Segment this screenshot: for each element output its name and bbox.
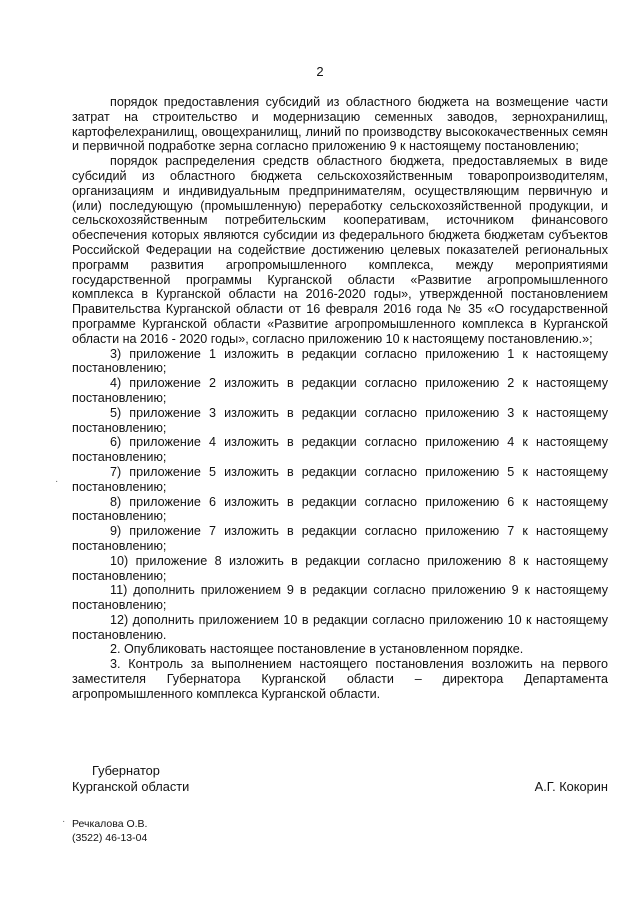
scan-speck: · bbox=[55, 476, 59, 487]
paragraph: 6) приложение 4 изложить в редакции согласно приложению 4 к настоящему постановлению; bbox=[72, 435, 608, 465]
paragraph: 9) приложение 7 изложить в редакции согласно приложению 7 к настоящему постановлению; bbox=[72, 524, 608, 553]
executor-info bbox=[72, 817, 147, 845]
document-body bbox=[72, 95, 608, 702]
paragraph: 7) приложение 5 изложить в редакции согласно приложению 5 к настоящему постановлению; bbox=[72, 464, 608, 494]
paragraph: 10) приложение 8 изложить в редакции согласно приложению 8 к настоящему постановлению; bbox=[72, 553, 608, 583]
paragraph: порядок распределения средств областного бюджета, предоставляемых в виде субсидий из областного бюджета сельскохозяйственным товаропроизводителям, организациям и индивидуальным предпринимателям, осуществляющим первичную и (или) последующую (промышленную) переработку сельскохозяйственной продукции, и сельскохозяйственным потребительским кооперативам, источником финансового обеспечения которых являются субсидии из федерального бюджета бюджетам субъектов Российской Федерации на содействие достижению целевых показателей региональных программ развития агропромышленного комплекса, между мероприятиями государственной программы Курганской области «Развитие агропромышленного комплекса в Курганской области на 2016-2020 годы», утвержденной постановлением Правительства Курганской области от 16 февраля 2016 года № 35 «О государственной программе Курганской области «Развитие агропромышленного комплекса в Курганской области на 2016 - 2020 годы», согласно приложению 10 к настоящему постановлению.»; bbox=[72, 154, 608, 346]
signatory-name: А.Г. Кокорин bbox=[534, 779, 608, 794]
executor-name: Речкалова О.В. bbox=[72, 818, 148, 830]
executor-phone: (3522) 46-13-04 bbox=[72, 832, 148, 844]
paragraph: 12) дополнить приложением 10 в редакции согласно приложению 10 к настоящему постановлению. bbox=[72, 612, 608, 642]
signatory-title: Губернатор bbox=[92, 763, 160, 778]
paragraph: 3. Контроль за выполнением настоящего постановления возложить на первого заместителя Губернатора Курганской области – директора Департамента агропромышленного комплекса Курганской области. bbox=[72, 657, 608, 701]
paragraph: 4) приложение 2 изложить в редакции согласно приложению 2 к настоящему постановлению; bbox=[72, 376, 608, 405]
signature-block bbox=[72, 763, 608, 795]
scan-speck: · bbox=[62, 816, 66, 827]
paragraph: 2. Опубликовать настоящее постановление в установленном порядке. bbox=[110, 642, 524, 657]
paragraph: 11) дополнить приложением 9 в редакции согласно приложению 9 к настоящему постановлению; bbox=[72, 583, 608, 613]
paragraph: порядок предоставления субсидий из областного бюджета на возмещение части затрат на строительство и модернизацию семенных заводов, зернохранилищ, картофелехранилищ, овощехранилищ, линий по производству высококачественных семян и первичной подработке зерна согласно приложению 9 к настоящему постановлению; bbox=[72, 95, 608, 154]
page-number: 2 bbox=[316, 64, 324, 79]
paragraph: 5) приложение 3 изложить в редакции согласно приложению 3 к настоящему постановлению; bbox=[72, 405, 608, 435]
signatory-region: Курганской области bbox=[72, 779, 190, 794]
paragraph: 8) приложение 6 изложить в редакции согласно приложению 6 к настоящему постановлению; bbox=[72, 494, 608, 524]
paragraph: 3) приложение 1 изложить в редакции согласно приложению 1 к настоящему постановлению; bbox=[72, 346, 608, 376]
